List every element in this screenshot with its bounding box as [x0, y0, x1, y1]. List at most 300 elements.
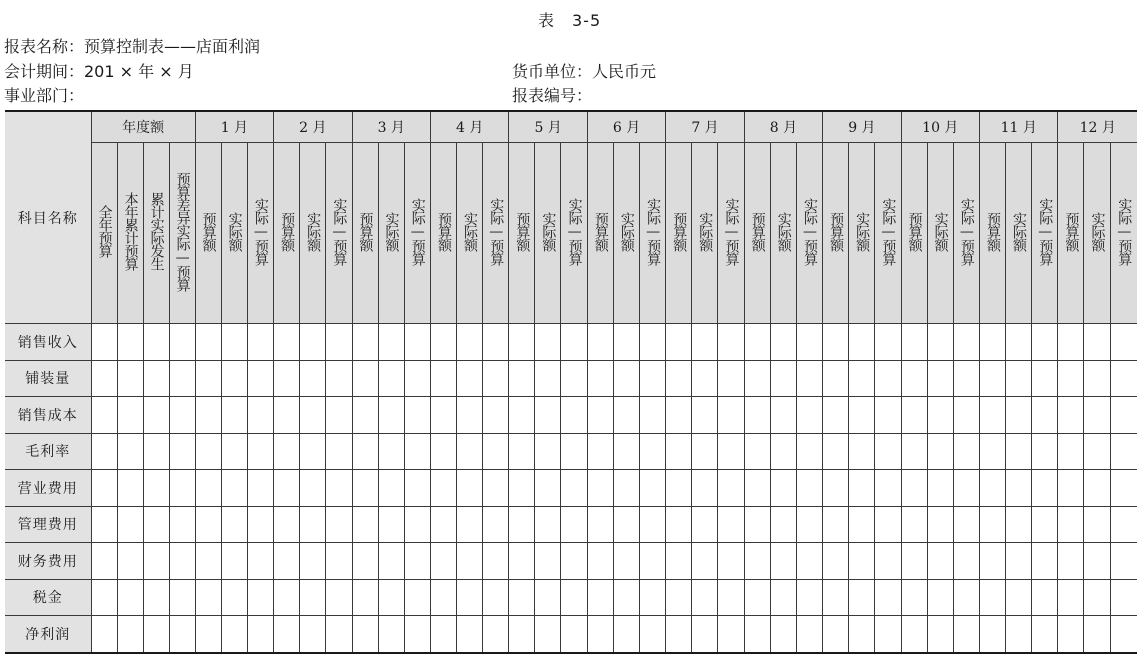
month-header: 7 月	[666, 111, 744, 143]
data-cell	[744, 579, 770, 616]
month-subheader	[1110, 143, 1137, 324]
data-cell	[744, 616, 770, 653]
data-cell	[247, 506, 273, 543]
month-subheader	[1058, 143, 1084, 324]
data-cell	[535, 470, 561, 507]
data-cell	[378, 360, 404, 397]
data-cell	[770, 506, 796, 543]
data-cell	[953, 506, 979, 543]
data-cell	[744, 397, 770, 434]
data-cell	[509, 616, 535, 653]
data-cell	[326, 397, 352, 434]
annual-subheader-label: 累计实际发生	[148, 192, 165, 270]
data-cell	[613, 397, 639, 434]
data-cell	[875, 324, 901, 361]
data-cell	[561, 543, 587, 580]
accounting-period: 会计期间：201 × 年 × 月	[4, 62, 194, 81]
data-cell	[1084, 579, 1110, 616]
data-cell	[587, 616, 613, 653]
data-cell	[1084, 616, 1110, 653]
data-cell	[1032, 543, 1058, 580]
data-cell	[927, 433, 953, 470]
data-cell	[639, 470, 665, 507]
data-cell	[1006, 579, 1032, 616]
data-cell	[692, 616, 718, 653]
data-cell	[901, 543, 927, 580]
data-cell	[692, 470, 718, 507]
month-subheader	[1006, 143, 1032, 324]
data-cell	[1110, 397, 1137, 434]
data-cell	[639, 543, 665, 580]
annual-subheader-label: 本年累计预算	[122, 192, 139, 270]
data-cell	[483, 360, 509, 397]
data-cell	[692, 543, 718, 580]
month-subheader	[770, 143, 796, 324]
data-cell	[796, 360, 822, 397]
data-cell	[639, 397, 665, 434]
data-cell	[1110, 324, 1137, 361]
data-cell	[378, 506, 404, 543]
month-subheader	[692, 143, 718, 324]
month-subheader	[352, 143, 378, 324]
data-cell	[535, 433, 561, 470]
data-cell	[639, 579, 665, 616]
data-cell	[875, 433, 901, 470]
data-cell	[953, 397, 979, 434]
month-subheader	[980, 143, 1006, 324]
month-subheader	[901, 143, 927, 324]
data-cell	[404, 616, 430, 653]
month-subheader-label: 实际额	[932, 211, 949, 251]
data-cell	[823, 616, 849, 653]
data-cell	[195, 397, 221, 434]
data-cell	[1084, 506, 1110, 543]
month-subheader-label: 实际额	[697, 211, 714, 251]
data-cell	[91, 506, 117, 543]
data-cell	[300, 616, 326, 653]
data-cell	[143, 360, 169, 397]
data-cell	[639, 616, 665, 653]
data-cell	[195, 470, 221, 507]
month-subheader-label: 预算额	[357, 211, 374, 251]
month-subheader-label: 实际—预算	[723, 197, 740, 265]
data-cell	[639, 360, 665, 397]
month-subheader-label: 实际额	[540, 211, 557, 251]
data-cell	[1084, 433, 1110, 470]
row-label: 毛利率	[5, 433, 91, 470]
data-cell	[509, 324, 535, 361]
month-subheader-label: 实际额	[775, 211, 792, 251]
data-cell	[430, 397, 456, 434]
data-cell	[326, 579, 352, 616]
data-cell	[117, 579, 143, 616]
data-cell	[221, 470, 247, 507]
month-subheader	[326, 143, 352, 324]
month-subheader-label: 实际额	[618, 211, 635, 251]
data-cell	[221, 579, 247, 616]
data-cell	[744, 470, 770, 507]
data-cell	[430, 360, 456, 397]
data-cell	[1006, 543, 1032, 580]
month-subheader-label: 实际—预算	[1037, 197, 1054, 265]
data-cell	[927, 360, 953, 397]
month-subheader	[404, 143, 430, 324]
data-cell	[326, 470, 352, 507]
data-cell	[901, 360, 927, 397]
month-subheader	[561, 143, 587, 324]
data-cell	[1058, 324, 1084, 361]
data-cell	[718, 543, 744, 580]
data-cell	[300, 470, 326, 507]
data-cell	[378, 324, 404, 361]
data-cell	[117, 360, 143, 397]
month-subheader-label: 预算额	[985, 211, 1002, 251]
data-cell	[91, 579, 117, 616]
month-subheader	[535, 143, 561, 324]
annual-subheader-label: 预算差异实际—预算	[174, 171, 191, 291]
data-cell	[404, 397, 430, 434]
data-cell	[770, 543, 796, 580]
data-cell	[509, 470, 535, 507]
data-cell	[509, 360, 535, 397]
data-cell	[1058, 433, 1084, 470]
month-subheader-label: 预算额	[1063, 211, 1080, 251]
row-label: 销售成本	[5, 397, 91, 434]
month-subheader-label: 预算额	[435, 211, 452, 251]
month-subheader-label: 实际—预算	[645, 197, 662, 265]
data-cell	[91, 360, 117, 397]
data-cell	[927, 506, 953, 543]
data-cell	[274, 360, 300, 397]
data-cell	[561, 433, 587, 470]
data-cell	[535, 616, 561, 653]
data-cell	[1006, 616, 1032, 653]
data-cell	[169, 616, 195, 653]
data-cell	[143, 506, 169, 543]
data-cell	[221, 360, 247, 397]
data-cell	[823, 543, 849, 580]
month-subheader	[1084, 143, 1110, 324]
data-cell	[823, 470, 849, 507]
data-cell	[901, 433, 927, 470]
month-subheader	[195, 143, 221, 324]
month-subheader-label: 预算额	[592, 211, 609, 251]
data-cell	[195, 433, 221, 470]
data-cell	[300, 397, 326, 434]
month-subheader-label: 实际—预算	[566, 197, 583, 265]
data-cell	[91, 433, 117, 470]
data-cell	[770, 616, 796, 653]
data-cell	[195, 543, 221, 580]
data-cell	[326, 433, 352, 470]
data-cell	[666, 324, 692, 361]
data-cell	[796, 324, 822, 361]
data-cell	[744, 360, 770, 397]
month-subheader-label: 实际—预算	[488, 197, 505, 265]
row-label: 铺装量	[5, 360, 91, 397]
data-cell	[143, 579, 169, 616]
data-cell	[587, 360, 613, 397]
data-cell	[456, 397, 482, 434]
data-cell	[796, 397, 822, 434]
data-cell	[430, 616, 456, 653]
month-subheader	[378, 143, 404, 324]
data-cell	[692, 360, 718, 397]
data-cell	[117, 397, 143, 434]
month-subheader-label: 实际额	[1011, 211, 1028, 251]
data-cell	[666, 543, 692, 580]
data-cell	[247, 579, 273, 616]
data-cell	[352, 543, 378, 580]
data-cell	[1110, 470, 1137, 507]
data-cell	[247, 616, 273, 653]
data-cell	[901, 506, 927, 543]
data-cell	[326, 543, 352, 580]
data-cell	[1032, 506, 1058, 543]
data-cell	[953, 433, 979, 470]
data-cell	[823, 397, 849, 434]
data-cell	[143, 543, 169, 580]
data-cell	[927, 616, 953, 653]
data-cell	[692, 324, 718, 361]
business-department: 事业部门：	[4, 86, 85, 105]
month-subheader	[274, 143, 300, 324]
data-cell	[561, 616, 587, 653]
data-cell	[901, 470, 927, 507]
data-cell	[404, 470, 430, 507]
data-cell	[483, 506, 509, 543]
data-cell	[1032, 470, 1058, 507]
data-cell	[666, 360, 692, 397]
data-cell	[483, 397, 509, 434]
table-row	[5, 433, 1137, 470]
month-subheader-label: 预算额	[200, 211, 217, 251]
data-cell	[639, 433, 665, 470]
data-cell	[404, 433, 430, 470]
data-cell	[849, 397, 875, 434]
data-cell	[561, 360, 587, 397]
month-subheader	[613, 143, 639, 324]
data-cell	[456, 324, 482, 361]
data-cell	[456, 470, 482, 507]
data-cell	[561, 324, 587, 361]
data-cell	[509, 506, 535, 543]
table-row	[5, 543, 1137, 580]
data-cell	[143, 433, 169, 470]
data-cell	[953, 579, 979, 616]
data-cell	[378, 433, 404, 470]
annual-subheader	[117, 143, 143, 324]
data-cell	[169, 579, 195, 616]
data-cell	[430, 470, 456, 507]
data-cell	[509, 579, 535, 616]
table-row	[5, 616, 1137, 653]
report-number: 报表编号：	[512, 86, 593, 105]
month-subheader	[953, 143, 979, 324]
data-cell	[483, 616, 509, 653]
data-cell	[117, 324, 143, 361]
data-cell	[300, 324, 326, 361]
data-cell	[980, 433, 1006, 470]
data-cell	[430, 433, 456, 470]
data-cell	[875, 360, 901, 397]
data-cell	[326, 324, 352, 361]
data-cell	[770, 397, 796, 434]
data-cell	[953, 616, 979, 653]
data-cell	[875, 470, 901, 507]
month-subheader-label: 预算额	[906, 211, 923, 251]
data-cell	[143, 616, 169, 653]
data-cell	[378, 397, 404, 434]
data-cell	[561, 397, 587, 434]
row-label: 营业费用	[5, 470, 91, 507]
table-row	[5, 470, 1137, 507]
annual-header: 年度额	[91, 111, 195, 143]
data-cell	[927, 579, 953, 616]
data-cell	[953, 470, 979, 507]
data-cell	[169, 397, 195, 434]
data-cell	[613, 433, 639, 470]
data-cell	[169, 433, 195, 470]
data-cell	[587, 579, 613, 616]
data-cell	[1058, 397, 1084, 434]
budget-control-table	[5, 110, 1137, 654]
data-cell	[195, 506, 221, 543]
data-cell	[1006, 506, 1032, 543]
data-cell	[483, 543, 509, 580]
data-cell	[770, 579, 796, 616]
month-subheader	[430, 143, 456, 324]
data-cell	[430, 324, 456, 361]
month-subheader-label: 实际—预算	[409, 197, 426, 265]
data-cell	[901, 324, 927, 361]
data-cell	[117, 506, 143, 543]
month-subheader	[796, 143, 822, 324]
annual-subheader	[91, 143, 117, 324]
data-cell	[823, 360, 849, 397]
month-subheader-label: 预算额	[671, 211, 688, 251]
data-cell	[326, 360, 352, 397]
data-cell	[91, 543, 117, 580]
data-cell	[221, 506, 247, 543]
data-cell	[1032, 579, 1058, 616]
data-cell	[509, 397, 535, 434]
data-cell	[927, 543, 953, 580]
data-cell	[221, 397, 247, 434]
data-cell	[535, 506, 561, 543]
data-cell	[639, 506, 665, 543]
data-cell	[980, 616, 1006, 653]
data-cell	[1058, 506, 1084, 543]
data-cell	[796, 433, 822, 470]
data-cell	[823, 324, 849, 361]
data-cell	[117, 543, 143, 580]
month-subheader-label: 实际—预算	[880, 197, 897, 265]
data-cell	[718, 360, 744, 397]
month-subheader	[247, 143, 273, 324]
data-cell	[300, 579, 326, 616]
month-subheader	[927, 143, 953, 324]
data-cell	[274, 470, 300, 507]
data-cell	[456, 543, 482, 580]
data-cell	[849, 433, 875, 470]
data-cell	[875, 579, 901, 616]
month-subheader-label: 预算额	[514, 211, 531, 251]
data-cell	[770, 324, 796, 361]
data-cell	[509, 433, 535, 470]
month-header: 1 月	[195, 111, 273, 143]
data-cell	[535, 397, 561, 434]
data-cell	[1058, 579, 1084, 616]
data-cell	[1006, 470, 1032, 507]
data-cell	[300, 360, 326, 397]
annual-subheader-label: 全年预算	[96, 205, 113, 257]
data-cell	[613, 579, 639, 616]
data-cell	[430, 543, 456, 580]
data-cell	[613, 506, 639, 543]
data-cell	[849, 470, 875, 507]
data-cell	[927, 397, 953, 434]
data-cell	[561, 579, 587, 616]
row-label: 财务费用	[5, 543, 91, 580]
month-header: 2 月	[274, 111, 352, 143]
data-cell	[666, 397, 692, 434]
data-cell	[901, 579, 927, 616]
month-subheader	[483, 143, 509, 324]
data-cell	[1110, 579, 1137, 616]
data-cell	[352, 360, 378, 397]
data-cell	[326, 616, 352, 653]
data-cell	[247, 360, 273, 397]
data-cell	[169, 543, 195, 580]
data-cell	[195, 616, 221, 653]
data-cell	[274, 433, 300, 470]
data-cell	[352, 506, 378, 543]
data-cell	[613, 543, 639, 580]
data-cell	[195, 360, 221, 397]
data-cell	[666, 470, 692, 507]
data-cell	[823, 506, 849, 543]
data-cell	[849, 324, 875, 361]
data-cell	[247, 470, 273, 507]
data-cell	[143, 397, 169, 434]
month-subheader	[509, 143, 535, 324]
month-subheader	[849, 143, 875, 324]
row-label: 净利润	[5, 616, 91, 653]
currency-unit: 货币单位：人民币元	[512, 62, 657, 81]
month-subheader	[587, 143, 613, 324]
data-cell	[143, 470, 169, 507]
data-cell	[1084, 543, 1110, 580]
month-header: 9 月	[823, 111, 901, 143]
data-cell	[1006, 433, 1032, 470]
data-cell	[718, 616, 744, 653]
subject-header: 科目名称	[5, 111, 91, 324]
data-cell	[796, 470, 822, 507]
data-cell	[1084, 470, 1110, 507]
data-cell	[587, 470, 613, 507]
data-cell	[274, 324, 300, 361]
data-cell	[561, 470, 587, 507]
data-cell	[535, 360, 561, 397]
data-cell	[430, 579, 456, 616]
data-cell	[980, 543, 1006, 580]
data-cell	[1058, 470, 1084, 507]
data-cell	[326, 506, 352, 543]
month-header: 6 月	[587, 111, 665, 143]
data-cell	[1110, 433, 1137, 470]
data-cell	[744, 433, 770, 470]
